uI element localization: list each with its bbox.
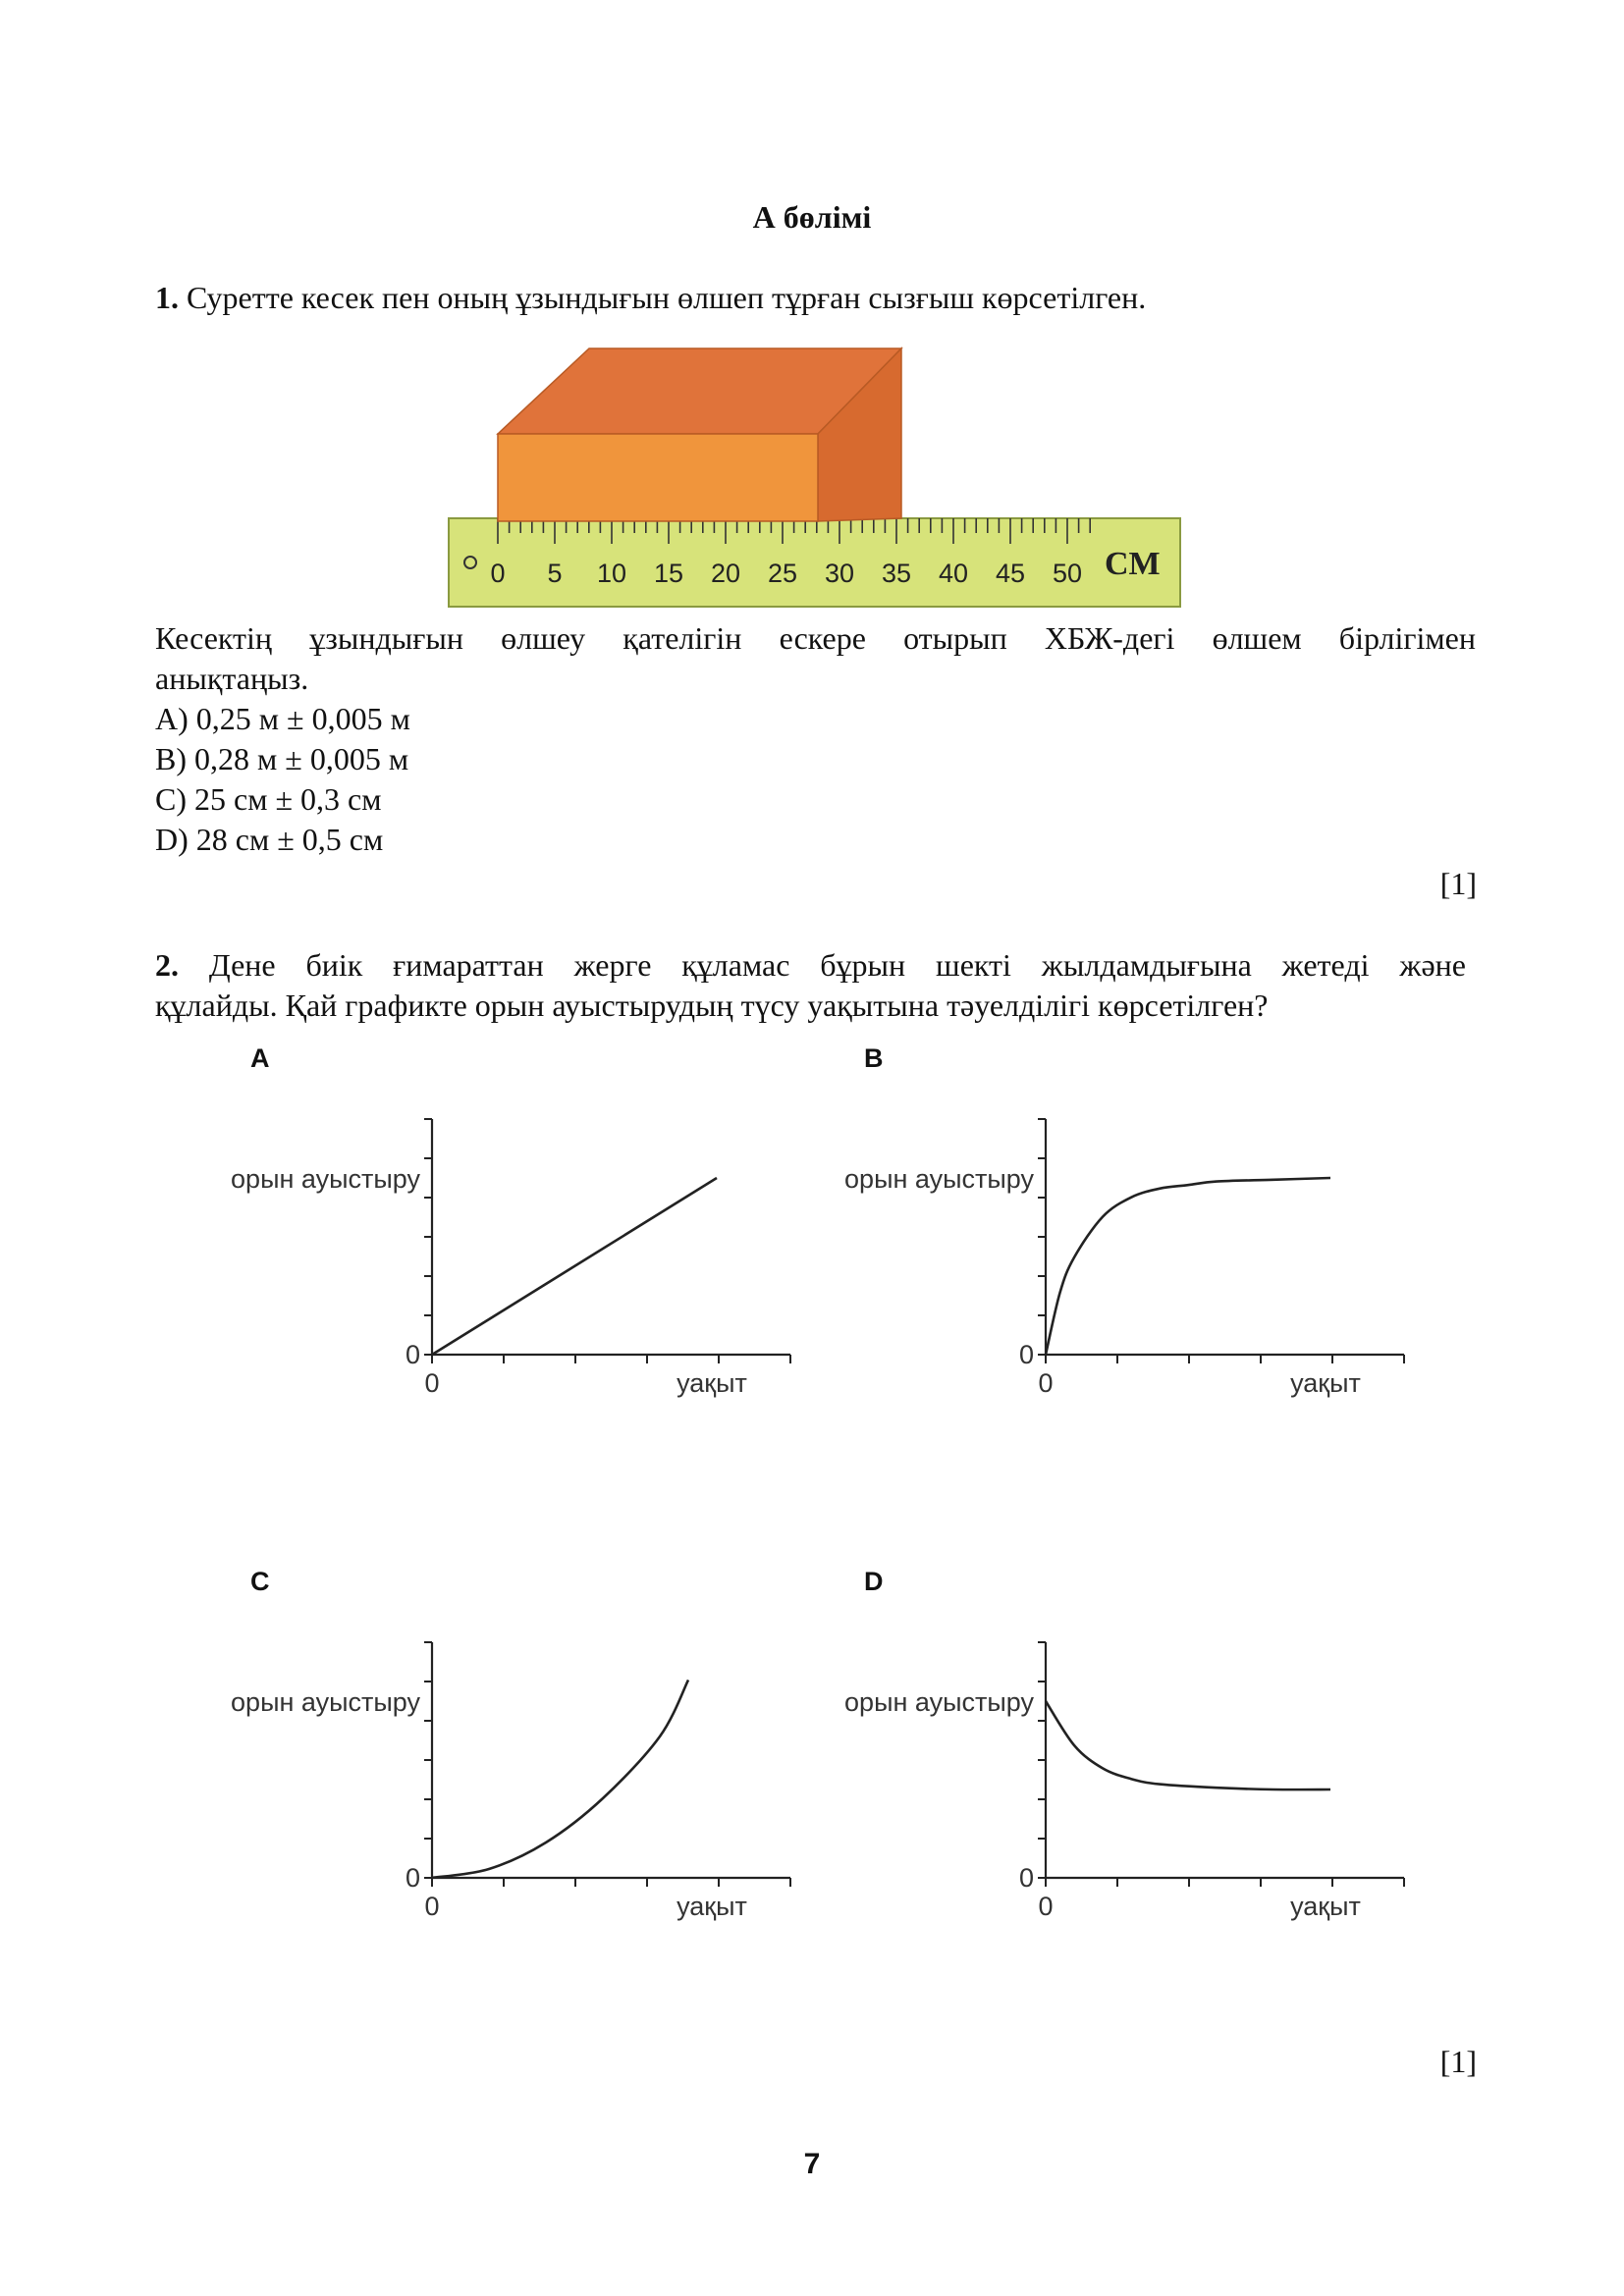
question-1-number: 1.: [155, 280, 179, 315]
x-axis-zero-label: 0: [424, 1892, 440, 1921]
series-line: [1046, 1178, 1330, 1355]
question-1: [155, 278, 1146, 318]
ruler-tick-label: 0: [490, 559, 506, 588]
ruler-tick-label: 35: [881, 559, 912, 588]
ruler-tick-label: 15: [653, 559, 684, 588]
question-1-prompt-line-1: Кесектің ұзындығын өлшеу қателігін ескере отырып ХБЖ-дегі өлшем бірлігімен: [155, 620, 1476, 656]
x-axis-zero-label: 0: [1038, 1368, 1054, 1398]
answer-option-d[interactable]: D) 28 см ± 0,5 см: [155, 822, 384, 857]
ruler-tick-label: 45: [995, 559, 1026, 588]
graph-c[interactable]: [196, 1632, 805, 1956]
question-1-text: Суретте кесек пен оның ұзындығын өлшеп тұрған сызғыш көрсетілген.: [179, 280, 1147, 315]
question-1-mark: [1]: [1439, 866, 1477, 901]
x-axis-label: уақыт: [1290, 1368, 1361, 1398]
question-2-number: 2.: [155, 947, 179, 983]
graph-b-letter[interactable]: B: [864, 1043, 884, 1073]
answer-option-c[interactable]: C) 25 см ± 0,3 см: [155, 781, 382, 817]
graph-c-letter[interactable]: C: [250, 1567, 270, 1596]
y-axis-label: орын ауыстыру: [844, 1164, 1034, 1194]
y-axis-zero-label: 0: [1018, 1863, 1034, 1893]
x-axis-label: уақыт: [677, 1368, 747, 1398]
ruler-tick-label: 40: [938, 559, 969, 588]
y-axis-zero-label: 0: [1018, 1340, 1034, 1369]
section-title: А бөлімі: [752, 199, 872, 235]
x-axis-zero-label: 0: [424, 1368, 440, 1398]
y-axis-label: орын ауыстыру: [231, 1164, 420, 1194]
series-line: [1046, 1701, 1330, 1789]
y-axis-zero-label: 0: [405, 1863, 420, 1893]
x-axis-label: уақыт: [1290, 1892, 1361, 1921]
block-front-face: [498, 434, 818, 521]
y-axis-label: орын ауыстыру: [844, 1687, 1034, 1717]
series-line: [432, 1178, 717, 1355]
graph-b[interactable]: [810, 1109, 1419, 1433]
page-number: 7: [803, 2148, 821, 2180]
question-2-mark: [1]: [1439, 2044, 1477, 2079]
y-axis-label: орын ауыстыру: [231, 1687, 420, 1717]
question-2-line-1: [155, 945, 1466, 986]
graph-d-letter[interactable]: D: [864, 1567, 884, 1596]
ruler-tick-label: 5: [547, 559, 563, 588]
block-on-ruler-figure: [447, 339, 1195, 614]
graph-d[interactable]: [810, 1632, 1419, 1956]
question-2-text-line-1: Дене биік ғимараттан жерге құламас бұрын шекті жылдамдығына жетеді және: [179, 947, 1466, 983]
question-2-line-2: құлайды. Қай графикте орын ауыстырудың түсу уақытына тәуелділігі көрсетілген?: [155, 988, 1269, 1023]
answer-option-b[interactable]: B) 0,28 м ± 0,005 м: [155, 741, 409, 776]
graph-a-letter[interactable]: A: [250, 1043, 270, 1073]
ruler-tick-label: 10: [596, 559, 627, 588]
ruler-unit-label: СМ: [1105, 546, 1161, 582]
graph-a[interactable]: [196, 1109, 805, 1433]
ruler-tick-label: 30: [824, 559, 855, 588]
x-axis-zero-label: 0: [1038, 1892, 1054, 1921]
answer-option-a[interactable]: A) 0,25 м ± 0,005 м: [155, 701, 410, 736]
ruler-tick-label: 20: [710, 559, 741, 588]
question-1-prompt-line-2: анықтаңыз.: [155, 661, 309, 696]
ruler-tick-label: 25: [767, 559, 798, 588]
x-axis-label: уақыт: [677, 1892, 747, 1921]
y-axis-zero-label: 0: [405, 1340, 420, 1369]
ruler-tick-label: 50: [1052, 559, 1083, 588]
series-line: [432, 1680, 688, 1878]
